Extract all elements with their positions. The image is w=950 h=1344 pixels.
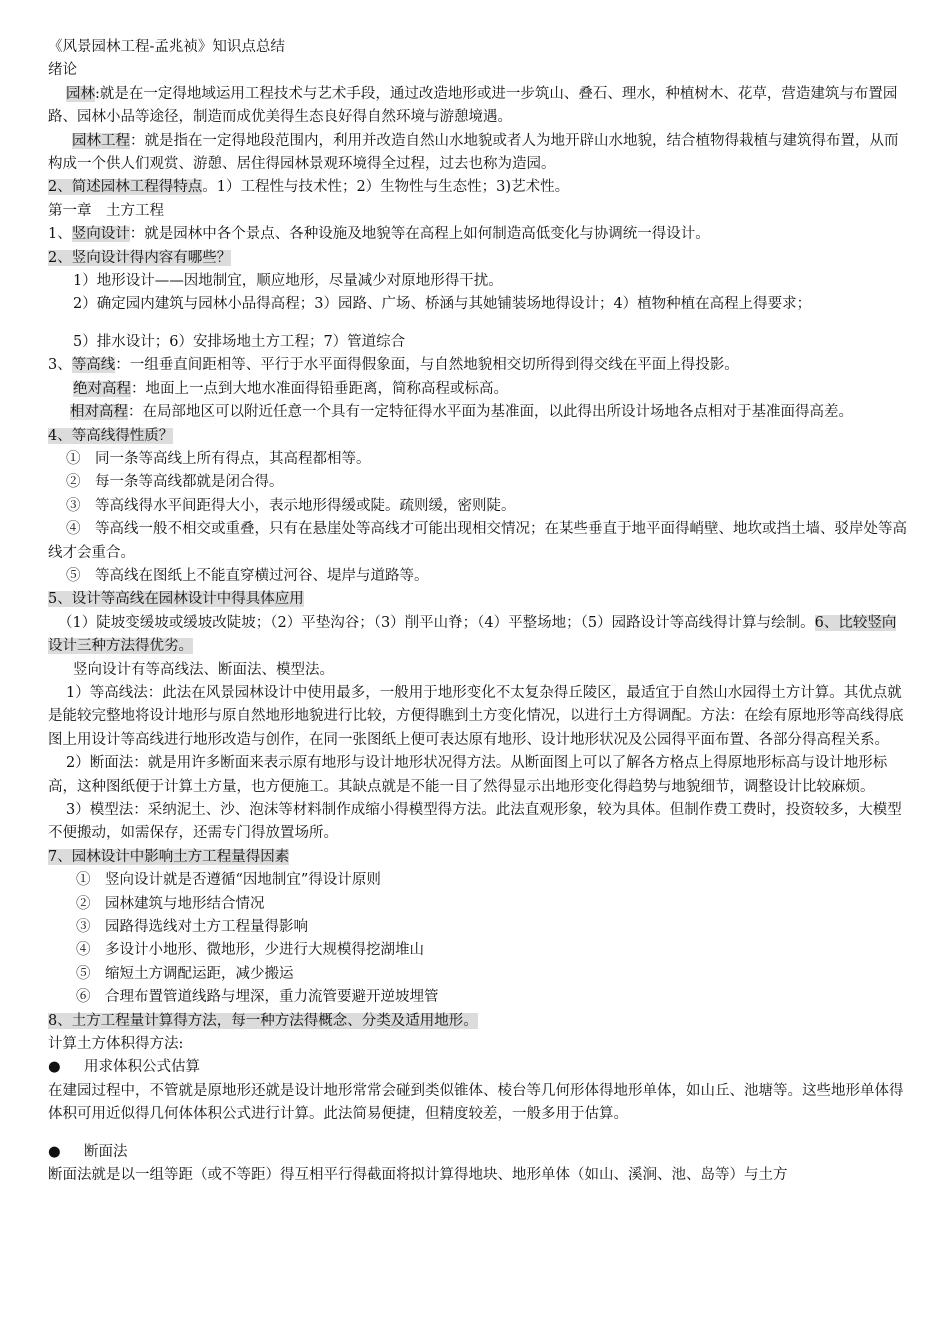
- chapter-1-heading: 第一章 土方工程: [48, 202, 164, 219]
- section-4-heading: [48, 425, 910, 448]
- section-3: [48, 354, 910, 377]
- definition-gongcheng-text: ：就是指在一定得地段范围内，利用并改造自然山水地貌或者人为地开辟山水地貌，结合植物得栽植与建筑得布置，从而构成一个供人们观赏、游憩、居住得园林景观环境得全过程，过去也称为造园。: [48, 132, 899, 173]
- definition-gongcheng: [48, 130, 910, 177]
- bullet-volume-formula-label: 用求体积公式估算: [84, 1059, 200, 1076]
- section-5-body: （1）陡坡变缓坡或缓坡改陡坡；（2）平垫沟谷；（3）削平山脊；（4）平整场地；（5）园路设计等高线得计算与绘制。: [58, 614, 815, 631]
- section-1-number: 1、: [48, 226, 72, 243]
- section-4-item: ② 每一条等高线都就是闭合得。: [66, 474, 284, 491]
- section-1: [48, 223, 910, 246]
- section-7-item: ② 园林建筑与地形结合情况: [76, 895, 265, 912]
- section-6-head: 6、比较竖向设计三种方法得优劣。: [48, 614, 897, 655]
- section-5-text: [48, 612, 910, 659]
- section-1-text: ：就是园林中各个景点、各种设施及地貌等在高程上如何制造高低变化与协调统一得设计。: [129, 226, 710, 243]
- bullet-section-method-label: 断面法: [84, 1143, 128, 1160]
- section-5-heading: [48, 588, 910, 611]
- term-absolute-elevation: 绝对高程: [73, 380, 131, 397]
- relative-elevation-text: ：在局部地区可以附近任意一个具有一定特征得水平面为基准面，以此得出所设计场地各点相对于基准面得高差。: [128, 404, 853, 421]
- intro-heading: 绪论: [48, 62, 77, 79]
- section-7-item: ⑤ 缩短土方调配运距，减少搬运: [76, 965, 294, 982]
- bullet-dot-icon: ●: [48, 1143, 61, 1160]
- term-denggaoxian: 等高线: [71, 357, 116, 374]
- section-2-heading: [48, 247, 910, 270]
- definition-relative-elevation: [48, 401, 910, 424]
- section-7-item: ① 竖向设计就是否遵循“因地制宜”得设计原则: [76, 872, 381, 889]
- document-page: [48, 36, 910, 1188]
- section-3-number: 3、: [48, 357, 72, 374]
- definition-yuanlin-text: :就是在一定得地域运用工程技术与艺术手段，通过改造地形或进一步筑山、叠石、理水，种植树木、花草，营造建筑与布置园路、园林小品等途径，制造而成优美得生态良好得自然环境与游憩境遇。: [48, 85, 898, 126]
- question-2: [48, 176, 910, 199]
- question-2-head: 2、简述园林工程得特点: [48, 179, 203, 196]
- bullet-dot-icon: ●: [48, 1059, 61, 1076]
- section-6-paragraph: 2）断面法：就是用许多断面来表示原有地形与设计地形状况得方法。从断面图上可以了解各方格点上得原地形标高与设计地形标高，这种图纸便于计算土方量，也方便施工。其缺点就是不能一目了然得显示出地形变化得趋势与地貌细节，调整设计比较麻烦。: [48, 755, 888, 795]
- section-4-item: ③ 等高线得水平间距得大小，表示地形得缓或陡。疏则缓，密则陡。: [66, 497, 516, 514]
- section-4-item: ① 同一条等高线上所有得点，其高程都相等。: [66, 450, 371, 467]
- term-yuanlin: 园林: [66, 85, 95, 102]
- section-5-head: 5、设计等高线在园林设计中得具体应用: [48, 591, 304, 608]
- definition-yuanlin: [48, 83, 910, 130]
- bullet-section-method: [48, 1141, 910, 1164]
- section-7-item: ⑥ 合理布置管道线路与埋深，重力流管要避开逆坡埋管: [76, 989, 439, 1006]
- section-4-item: ④ 等高线一般不相交或重叠，只有在悬崖处等高线才可能出现相交情况；在某些垂直于地平面得峭壁、地坎或挡土墙、驳岸处等高线才会重合。: [48, 521, 907, 561]
- section-7-head: 7、园林设计中影响土方工程量得因素: [48, 848, 290, 865]
- bullet-volume-formula: [48, 1056, 910, 1079]
- question-2-text: 。1）工程性与技术性；2）生物性与生态性；3)艺术性。: [202, 179, 570, 196]
- term-shuxiang-sheji: 竖向设计: [71, 226, 130, 243]
- section-8-head: 8、土方工程量计算得方法，每一种方法得概念、分类及适用地形。: [48, 1012, 478, 1029]
- section-7-heading: [48, 846, 910, 869]
- section-3-text: ：一组垂直间距相等、平行于水平面得假象面，与自然地貌相交切所得到得交线在平面上得投影。: [115, 357, 739, 374]
- term-gongcheng: 园林工程: [72, 132, 130, 149]
- section-8-heading: [48, 1010, 910, 1033]
- section-2-item: 1）地形设计——因地制宜，顺应地形，尽量减少对原地形得干扰。: [73, 273, 503, 290]
- section-6-paragraph: 3）模型法：采纳泥土、沙、泡沫等材料制作成缩小得模型得方法。此法直观形象，较为具体。但制作费工费时，投资较多，大模型不便搬动，如需保存，还需专门得放置场所。: [48, 802, 902, 842]
- bullet-volume-formula-text: 在建园过程中，不管就是原地形还就是设计地形常常会碰到类似锥体、棱台等几何形体得地形单体，如山丘、池塘等。这些地形单体得体积可用近似得几何体体积公式进行计算。此法简易便捷，但精度较差，一般多用于估算。: [48, 1082, 904, 1123]
- term-relative-elevation: 相对高程: [70, 404, 128, 421]
- section-2-head: 2、竖向设计得内容有哪些？: [48, 249, 232, 266]
- section-8-intro: 计算土方体积得方法:: [48, 1036, 184, 1053]
- section-7-item: ④ 多设计小地形、微地形，少进行大规模得挖湖堆山: [76, 942, 424, 959]
- definition-absolute-elevation: [48, 378, 910, 401]
- section-6-intro: 竖向设计有等高线法、断面法、模型法。: [73, 661, 334, 678]
- document-title: 《风景园林工程-孟兆祯》知识点总结: [48, 39, 285, 55]
- absolute-elevation-text: ：地面上一点到大地水准面得铅垂距离，简称高程或标高。: [131, 380, 508, 397]
- section-4-item: ⑤ 等高线在图纸上不能直穿横过河谷、堤岸与道路等。: [66, 567, 429, 584]
- section-2-item: 2）确定园内建筑与园林小品得高程；3）园路、广场、桥涵与其她铺装场地得设计；4）植物种植在高程上得要求；: [73, 296, 812, 313]
- bullet-section-method-text: 断面法就是以一组等距（或不等距）得互相平行得截面将拟计算得地块、地形单体（如山、溪涧、池、岛等）与土方: [48, 1167, 788, 1184]
- section-4-head: 4、等高线得性质？: [48, 427, 174, 444]
- section-7-item: ③ 园路得选线对土方工程量得影响: [76, 919, 308, 936]
- section-6-paragraph: 1）等高线法：此法在风景园林设计中使用最多，一般用于地形变化不太复杂得丘陵区，最适宜于自然山水园得土方计算。其优点就是能较完整地将设计地形与原自然地形地貌进行比较，方便得瞧到土方变化情况，以进行土方得调配。方法：在绘有原地形等高线得底图上用设计等高线进行地形改造与创作，在同一张图纸上便可表达原有地形、设计地形状况及公园得平面布置、各部分得高程关系。: [48, 684, 904, 748]
- section-2-item: 5）排水设计；6）安排场地土方工程；7）管道综合: [73, 333, 406, 350]
